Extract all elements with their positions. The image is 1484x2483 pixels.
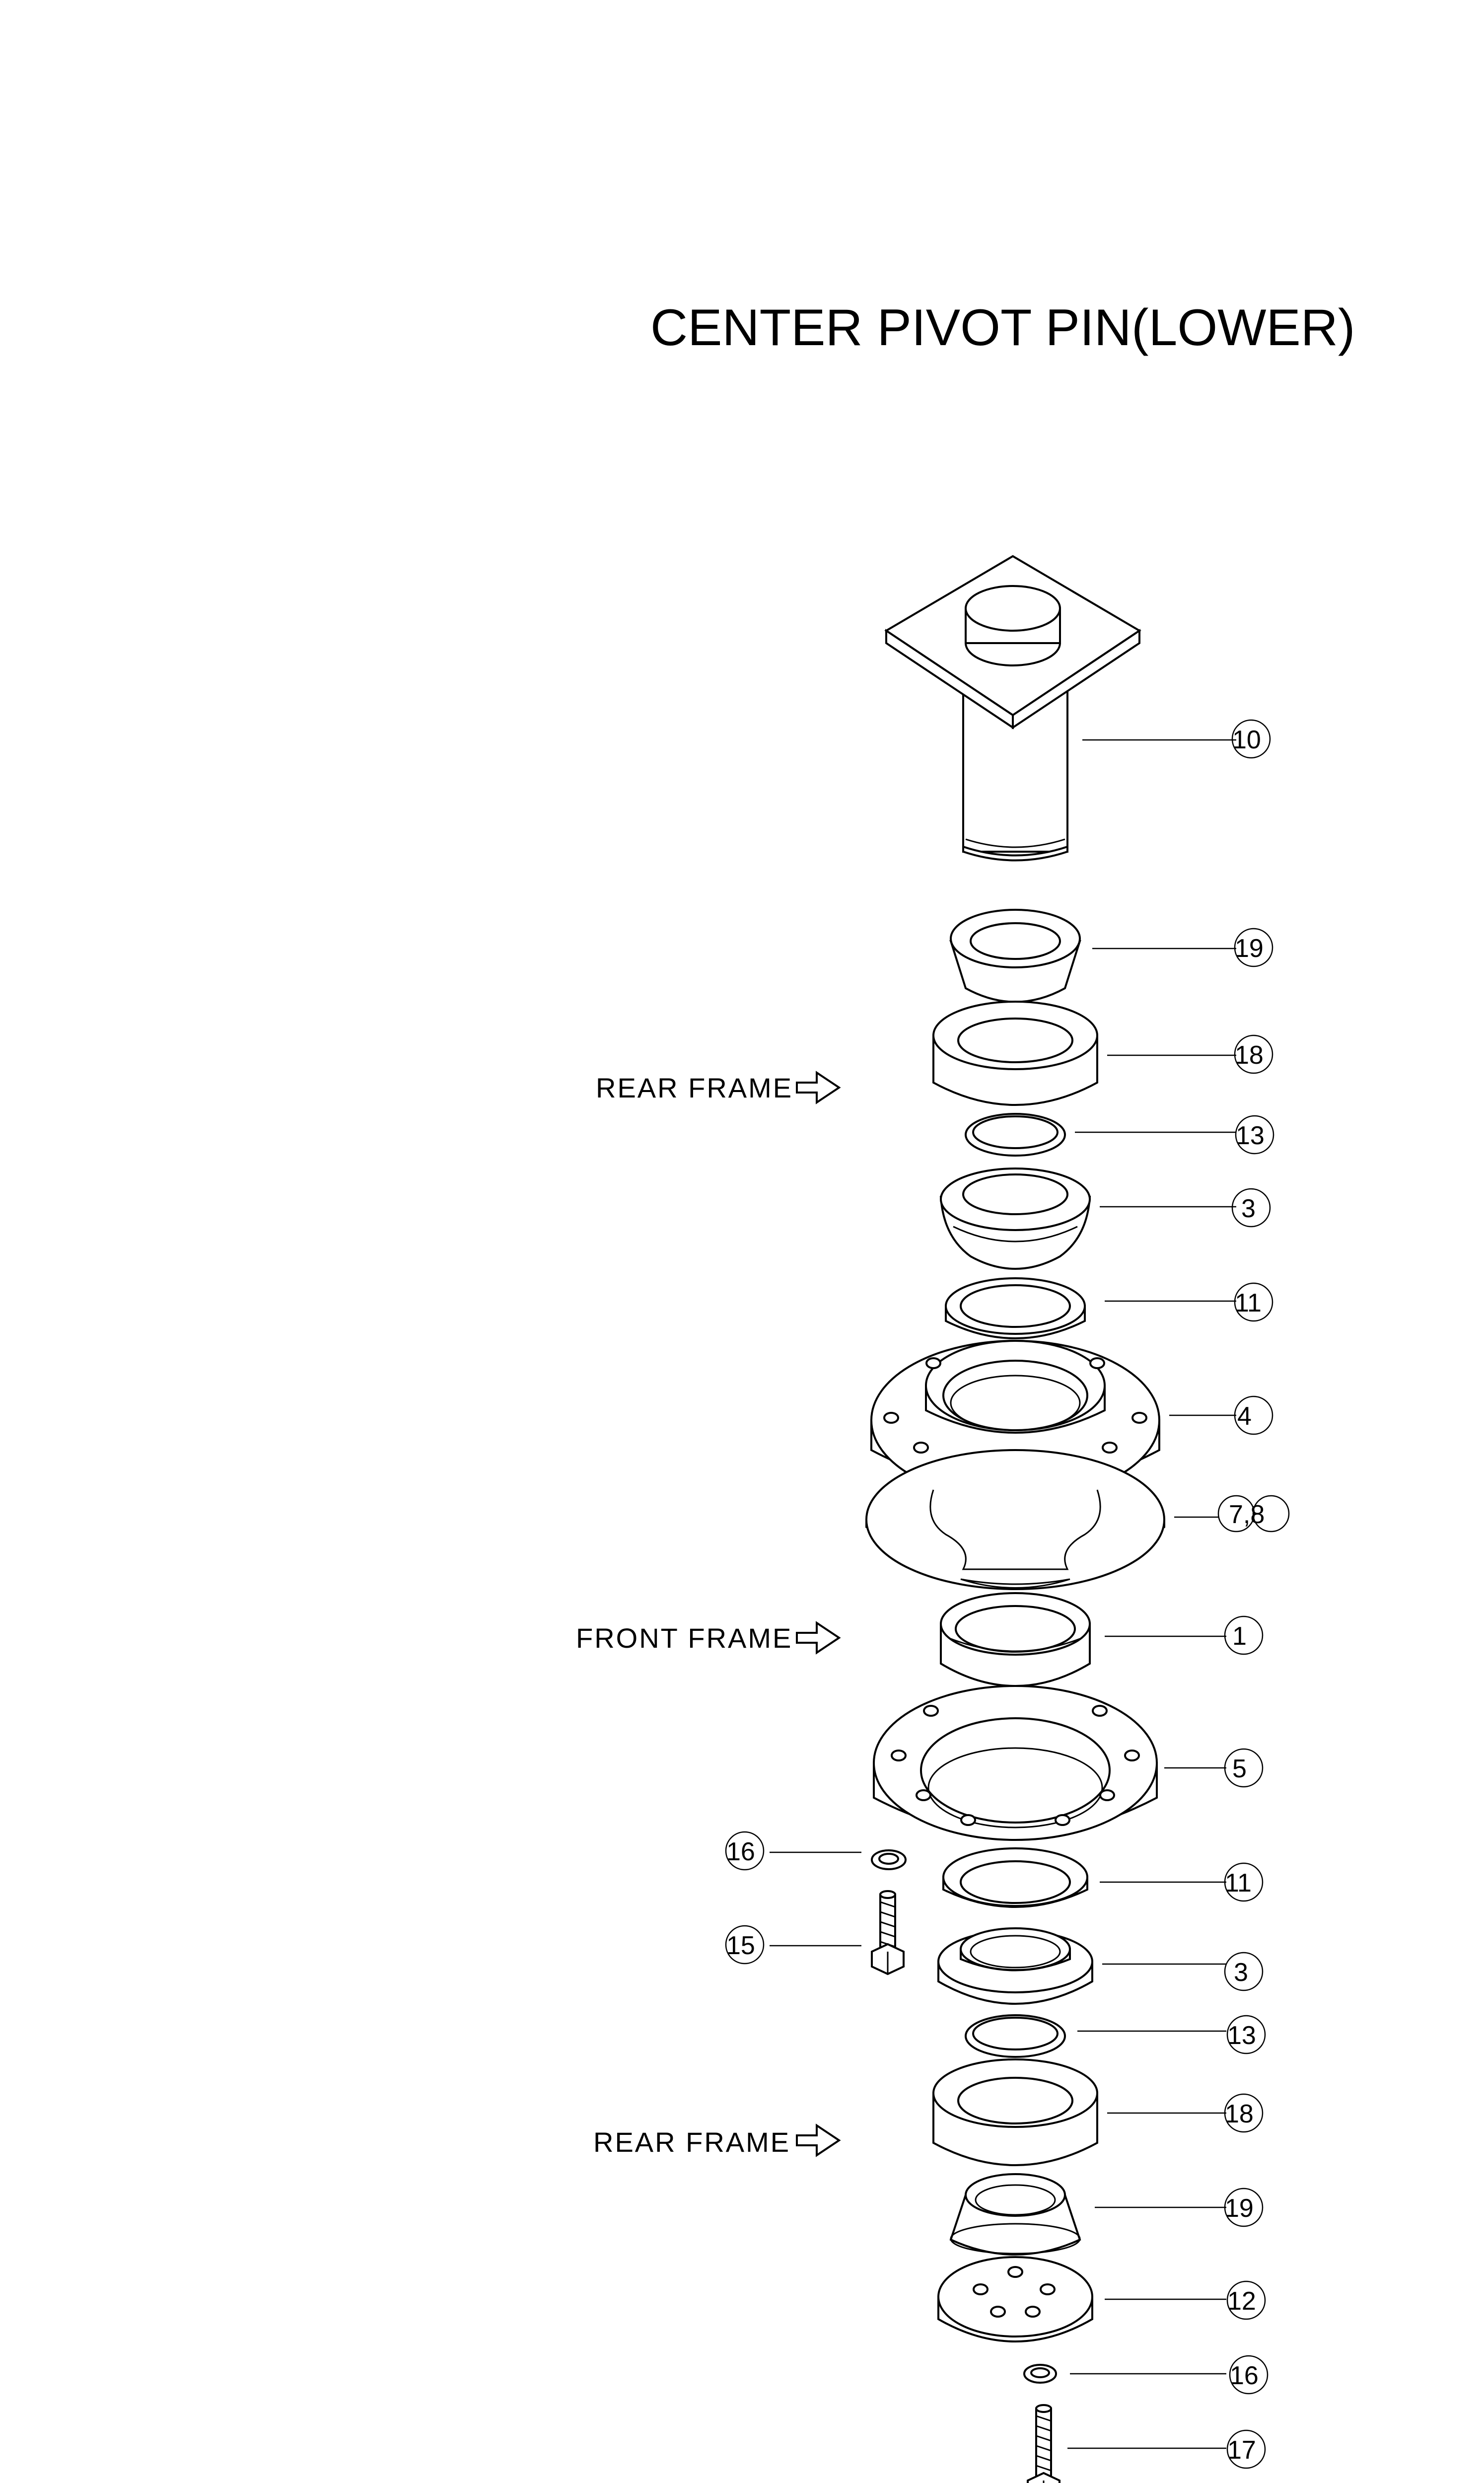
callout-15: [726, 1926, 764, 1964]
part-13-washer-upper: [966, 1114, 1065, 1156]
callout-number: 10: [1232, 726, 1261, 754]
callout-1: [1225, 1616, 1263, 1654]
callout-7-8: [1218, 1496, 1289, 1532]
callout-number: 13: [1227, 2021, 1256, 2050]
callout-number: 16: [1230, 2361, 1259, 2390]
rear-frame-label-upper: [596, 1072, 839, 1103]
hollow-right-arrow-icon: [797, 2125, 839, 2155]
page-title: CENTER PIVOT PIN(LOWER): [650, 299, 1355, 357]
callout-16-upper: [726, 1832, 764, 1870]
callout-number: 1: [1232, 1622, 1247, 1651]
part-11-cup-upper: [946, 1278, 1085, 1338]
part-7-8-shim-plate: [866, 1450, 1164, 1589]
hollow-right-arrow-icon: [797, 1623, 839, 1653]
callout-number: 3: [1234, 1958, 1248, 1987]
part-11-cup-lower: [943, 1848, 1087, 1907]
part-10-pivot-pin: [886, 556, 1139, 861]
part-13-washer-lower: [966, 2015, 1065, 2057]
part-18-ring-upper: [933, 1002, 1097, 1105]
part-5-lower-flange: [874, 1686, 1157, 1840]
callout-number: 4: [1237, 1402, 1252, 1431]
callout-number: 5: [1232, 1754, 1247, 1783]
callout-number: 16: [726, 1837, 755, 1866]
part-1-bushing: [941, 1593, 1090, 1686]
callout-11-lower: [1225, 1863, 1263, 1901]
callout-11-upper: [1235, 1283, 1272, 1321]
callout-number: 18: [1225, 2100, 1254, 2128]
callout-number: 15: [726, 1931, 755, 1960]
part-3-bearing-upper: [941, 1168, 1090, 1269]
callout-19-lower: [1225, 2189, 1263, 2226]
callout-10: [1232, 720, 1270, 758]
callout-5: [1225, 1749, 1263, 1787]
part-17-bolt: [1028, 2405, 1060, 2483]
frame-label-text: REAR FRAME: [593, 2126, 791, 2158]
part-15-bolt: [872, 1891, 904, 1974]
callout-number: 19: [1225, 2194, 1254, 2223]
callout-number: 7,8: [1229, 1500, 1265, 1529]
callout-3-upper: [1232, 1189, 1270, 1227]
callout-12: [1227, 2281, 1265, 2319]
callout-number: 19: [1235, 934, 1264, 963]
rear-frame-label-lower: [593, 2125, 839, 2158]
callout-3-lower: [1225, 1953, 1263, 1990]
front-frame-label: [576, 1622, 839, 1654]
callout-17: [1227, 2430, 1265, 2468]
callout-number: 11: [1235, 1289, 1262, 1317]
part-16-washer-lower: [1024, 2365, 1056, 2383]
callout-number: 18: [1235, 1041, 1264, 1070]
callout-18-upper: [1235, 1035, 1272, 1073]
callout-number: 17: [1227, 2436, 1256, 2465]
frame-label-text: FRONT FRAME: [576, 1622, 793, 1654]
callout-13-upper: [1236, 1116, 1273, 1154]
callout-18-lower: [1225, 2094, 1263, 2132]
part-16-washer-upper: [872, 1850, 906, 1869]
callout-number: 13: [1236, 1121, 1265, 1150]
callout-19-upper: [1235, 929, 1272, 966]
part-19-collar-lower: [951, 2174, 1080, 2255]
callout-number: 11: [1225, 1869, 1252, 1898]
callout-16-lower: [1230, 2356, 1268, 2394]
part-12-end-plate: [938, 2257, 1092, 2341]
hollow-right-arrow-icon: [797, 1073, 839, 1102]
part-18-ring-lower: [933, 2059, 1097, 2165]
callout-13-lower: [1227, 2016, 1265, 2053]
callout-number: 12: [1227, 2287, 1256, 2316]
callout-number: 3: [1241, 1194, 1256, 1223]
part-19-collar-upper: [951, 910, 1080, 1002]
frame-label-text: REAR FRAME: [596, 1072, 793, 1103]
part-3-bearing-lower: [938, 1928, 1092, 2004]
callout-4: [1235, 1396, 1272, 1434]
